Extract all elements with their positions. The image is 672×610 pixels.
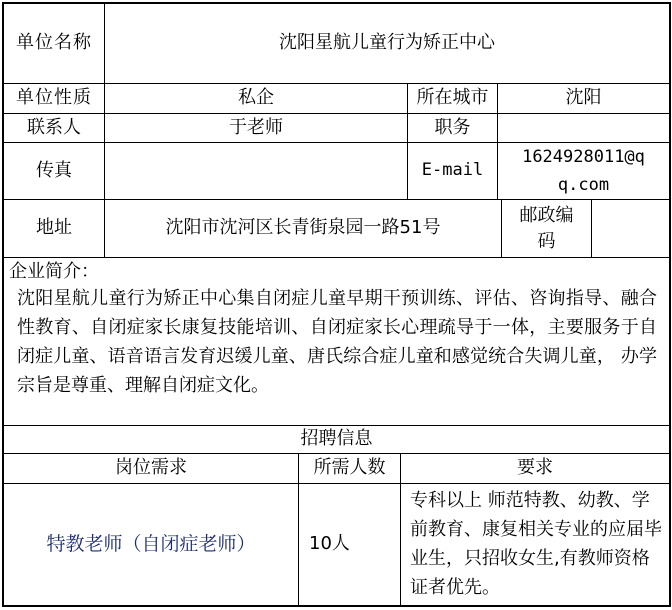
contact-label: 联系人 [27,116,81,138]
postcode-value [592,200,669,257]
city-value: 沈阳 [565,87,602,109]
header-count: 所需人数 [313,457,386,479]
email-value-line: q.com [557,175,610,195]
job-position: 特教老师（自闭症老师） [46,532,256,555]
unit-name-label: 单位名称 [16,32,92,54]
contact-value: 于老师 [229,116,283,138]
fax-value [105,143,407,199]
address-value: 沈阳市沈河区长青街泉园一路51号 [165,217,441,239]
unit-nature-label: 单位性质 [16,87,92,109]
fax-label: 传真 [36,159,72,181]
job-requirement: 专科以上 师范特教、幼教、学前教育、康复相关专业的应届毕业生，只招收女生,有教师资格证者优先。 [410,490,662,598]
unit-name-value: 沈阳星航儿童行为矫正中心 [279,32,495,54]
address-label: 地址 [36,217,72,239]
header-position: 岗位需求 [115,457,187,479]
postcode-label-line: 邮政编 [519,204,574,226]
job-count: 10人 [309,533,350,555]
border-bottom [2,605,670,607]
border-right [669,2,671,607]
recruit-title: 招聘信息 [300,428,373,450]
email-label: E-mail [421,160,484,181]
postcode-label-line: 码 [537,230,556,252]
intro-label: 企业简介： [9,261,99,282]
postcode-label [502,200,591,257]
position-value [498,114,669,142]
email-value-line: 1624928011@q [522,147,645,167]
city-label: 所在城市 [416,87,489,109]
position-label: 职务 [434,116,471,138]
intro-text: 沈阳星航儿童行为矫正中心集自闭症儿童早期干预训练、评估、咨询指导、融合性教育、自闭症家长康复技能培训、自闭症家长心理疏导于一体，主要服务于自闭症儿童、语音语言发育迟缓儿童、唐氏综合症儿童和感觉统合失调儿童， 办学宗旨是尊重、理解自闭症文化。 [17,288,657,396]
header-requirement: 要求 [517,457,553,479]
email-value [498,143,669,199]
unit-nature-value: 私企 [238,87,274,109]
